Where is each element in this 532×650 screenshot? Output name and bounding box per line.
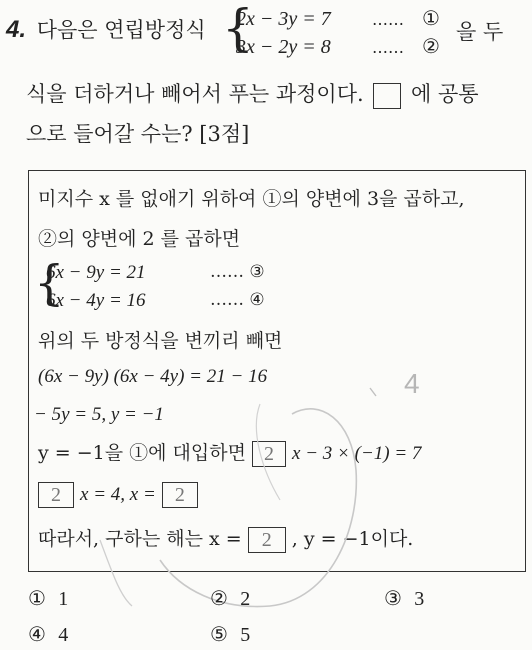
blank-box-3: 2 — [162, 482, 198, 508]
choice-4-mark: ④ — [28, 622, 46, 646]
system-brace: { — [222, 0, 254, 57]
choice-1-value: 1 — [58, 588, 69, 610]
choice-2-value: 2 — [240, 588, 251, 610]
choice-5[interactable] — [210, 622, 250, 647]
question-number: 4. — [6, 16, 27, 43]
equation-1: 2x − 3y = 7 — [236, 8, 331, 30]
blank-box-4: 2 — [248, 527, 286, 553]
blank-box-2: 2 — [38, 482, 74, 508]
solution-line-6: y = −1을 ①에 대입하면 2 x − 3 × (−1) = 7 — [38, 442, 422, 465]
blank-box-1: 2 — [252, 441, 286, 467]
solution-line-5: − 5y = 5, y = −1 — [34, 404, 164, 425]
solution-line-3: 위의 두 방정식을 변끼리 빼면 — [38, 330, 283, 352]
equation-2-mark: ② — [422, 34, 440, 58]
equation-3: 6x − 9y = 21 — [46, 262, 146, 283]
equation-4: 6x − 4y = 16 — [46, 290, 146, 311]
equation-2-dots: …… — [372, 38, 404, 57]
solution-line-2: ②의 양변에 2 를 곱하면 — [38, 228, 241, 250]
handwritten-note: 4 — [404, 368, 420, 399]
solution-line-4: (6x − 9y) (6x − 4y) = 21 − 16 — [38, 366, 268, 387]
equation-1-mark: ① — [422, 6, 440, 30]
question-line-3: 으로 들어갈 수는? [3점] — [26, 122, 250, 146]
choice-4[interactable] — [28, 622, 68, 647]
question-intro-end: 을 두 — [456, 20, 504, 44]
equation-2: 3x − 2y = 8 — [236, 36, 331, 58]
choice-5-mark: ⑤ — [210, 622, 228, 646]
question-line-2: 식을 더하거나 빼어서 푸는 과정이다. 에 공통 — [26, 78, 479, 109]
solution-line-8: 따라서, 구하는 해는 x = 2 , y = −1이다. — [38, 528, 414, 551]
derived-system-brace: { — [34, 255, 65, 311]
equation-3-tag: …… ③ — [210, 262, 265, 282]
answer-blank-box — [373, 83, 401, 109]
equation-4-tag: …… ④ — [210, 290, 265, 310]
solution-line-7: 2 x = 4, x = 2 — [38, 482, 198, 508]
choice-5-value: 5 — [240, 624, 251, 646]
choice-3-mark: ③ — [384, 586, 402, 610]
choice-3[interactable] — [384, 586, 424, 611]
choice-4-value: 4 — [58, 624, 69, 646]
choice-2-mark: ② — [210, 586, 228, 610]
derived-system — [34, 255, 334, 318]
choice-3-value: 3 — [414, 588, 425, 610]
choice-1-mark: ① — [28, 586, 46, 610]
equation-1-dots: …… — [372, 10, 404, 29]
equation-system — [222, 0, 482, 62]
solution-line-1: 미지수 x 를 없애기 위하여 ①의 양변에 3을 곱하고, — [38, 188, 465, 210]
choice-2[interactable] — [210, 586, 250, 611]
choice-1[interactable] — [28, 586, 68, 611]
question-line-1 — [6, 14, 206, 44]
question-intro: 다음은 연립방정식 — [36, 18, 206, 42]
